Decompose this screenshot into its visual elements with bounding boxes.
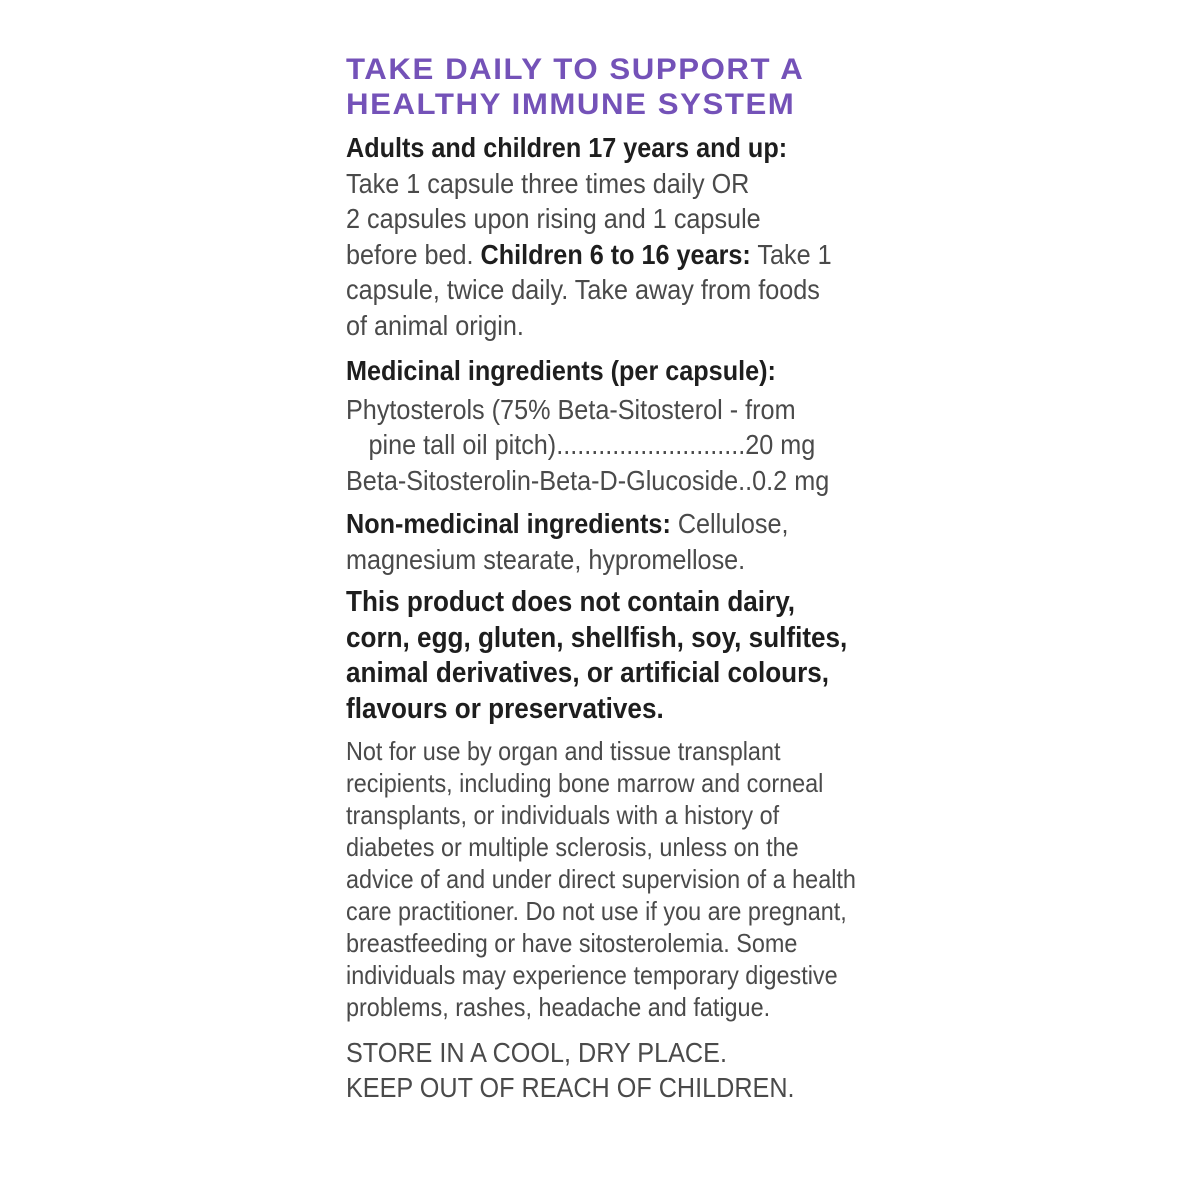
- warning-line-5: advice of and under direct supervision of a health: [346, 864, 856, 894]
- warning-line-6: care practitioner. Do not use if you are pregnant,: [346, 896, 847, 926]
- children-label: Children 6 to 16 years:: [480, 238, 751, 270]
- heading-line-2: HEALTHY IMMUNE SYSTEM: [346, 88, 796, 121]
- dosage-line-4: [346, 237, 904, 273]
- dosage-line-4-pre: before bed.: [346, 238, 481, 270]
- allergen-line-3: animal derivatives, or artificial colours,: [346, 657, 830, 689]
- storage-line-1: STORE IN A COOL, DRY PLACE.: [346, 1037, 727, 1068]
- medicinal-ingredients-section: [346, 353, 904, 498]
- heading-line-1: TAKE DAILY TO SUPPORT A: [346, 53, 805, 86]
- adults-label: Adults and children 17 years and up:: [346, 132, 788, 163]
- non-medicinal-section: [346, 506, 904, 577]
- storage-section: [346, 1035, 904, 1105]
- warning-line-2: recipients, including bone marrow and corneal: [346, 768, 824, 798]
- non-medicinal-line-2: magnesium stearate, hypromellose.: [346, 543, 746, 575]
- warning-line-8: individuals may experience temporary digestive: [346, 960, 838, 990]
- dosage-line-4-post: Take 1: [750, 238, 832, 270]
- dosage-section: [346, 130, 904, 343]
- non-medicinal-text-1: Cellulose,: [670, 508, 789, 539]
- allergen-line-2: corn, egg, gluten, shellfish, soy, sulfites,: [346, 621, 848, 654]
- medicinal-item-1-line-2: pine tall oil pitch)...........................20 mg: [368, 429, 816, 460]
- label-panel: [346, 52, 906, 1105]
- medicinal-item-2: Beta-Sitosterolin-Beta-D-Glucoside..0.2 mg: [346, 464, 830, 496]
- non-medicinal-label: Non-medicinal ingredients:: [346, 508, 671, 539]
- dosage-line-6: of animal origin.: [346, 309, 524, 341]
- medicinal-item-1-line-1: Phytosterols (75% Beta-Sitosterol - from: [346, 393, 796, 425]
- warning-line-7: breastfeeding or have sitosterolemia. Some: [346, 928, 798, 958]
- allergen-line-1: This product does not contain dairy,: [346, 586, 796, 618]
- non-medicinal-line-1: [346, 506, 904, 542]
- warning-line-1: Not for use by organ and tissue transplant: [346, 736, 781, 766]
- warning-line-9: problems, rashes, headache and fatigue.: [346, 992, 771, 1022]
- dosage-line-3: 2 capsules upon rising and 1 capsule: [346, 203, 761, 234]
- medicinal-title: Medicinal ingredients (per capsule):: [346, 355, 776, 386]
- storage-line-2: KEEP OUT OF REACH OF CHILDREN.: [346, 1072, 795, 1103]
- dosage-line-2: Take 1 capsule three times daily OR: [346, 167, 750, 199]
- allergen-statement: [346, 585, 904, 727]
- allergen-line-4: flavours or preservatives.: [346, 692, 664, 725]
- warning-line-3: transplants, or individuals with a history of: [346, 800, 780, 830]
- warning-section: [346, 735, 904, 1023]
- dosage-line-5: capsule, twice daily. Take away from foods: [346, 274, 820, 305]
- warning-line-4: diabetes or multiple sclerosis, unless on the: [346, 832, 799, 862]
- label-heading: [346, 52, 928, 122]
